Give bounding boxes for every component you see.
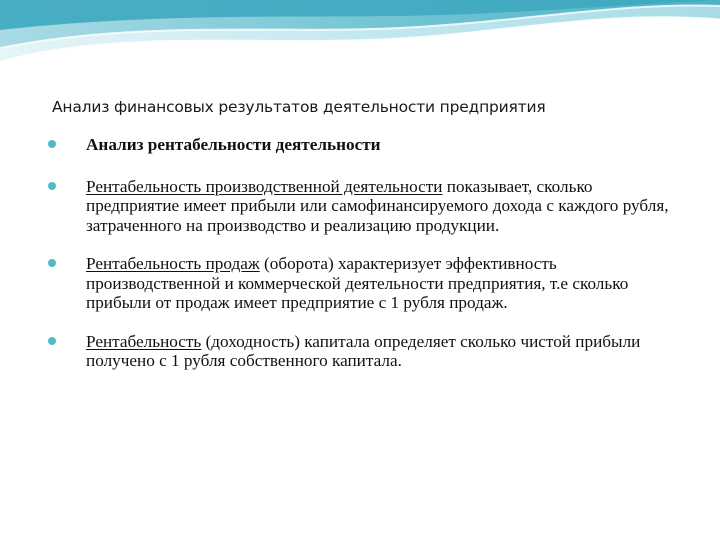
list-item	[48, 135, 688, 155]
bullet-icon	[48, 337, 56, 345]
bullet-icon	[48, 259, 56, 267]
item-term: Рентабельность продаж	[86, 254, 260, 273]
item-text: (доходность) капитала определяет сколько чистой прибыли получено с 1 рубля собственного капитала.	[86, 331, 641, 370]
item-term: Рентабельность	[86, 331, 202, 351]
bullet-list	[48, 135, 688, 390]
item-text: показывает, сколько предприятие имеет прибыли или самофинансируемого дохода с каждого рубля, затраченного на производство и реализацию продукции.	[86, 176, 669, 235]
slide-title: Анализ финансовых результатов деятельности предприятия	[52, 98, 546, 116]
bullet-icon	[48, 182, 56, 190]
item-term: Рентабельность производственной деятельности	[86, 176, 443, 196]
bullet-icon	[48, 140, 56, 148]
item-text: (оборота) характеризует эффективность производственной и коммерческой деятельности предприятия, т.е сколько прибыли от продаж имеет предприятие с 1 рубля продаж.	[86, 254, 629, 312]
decorative-wave-header	[0, 0, 720, 80]
list-item	[48, 177, 688, 236]
item-heading: Анализ рентабельности деятельности	[86, 135, 381, 154]
list-item	[48, 332, 688, 371]
list-item	[48, 254, 688, 313]
